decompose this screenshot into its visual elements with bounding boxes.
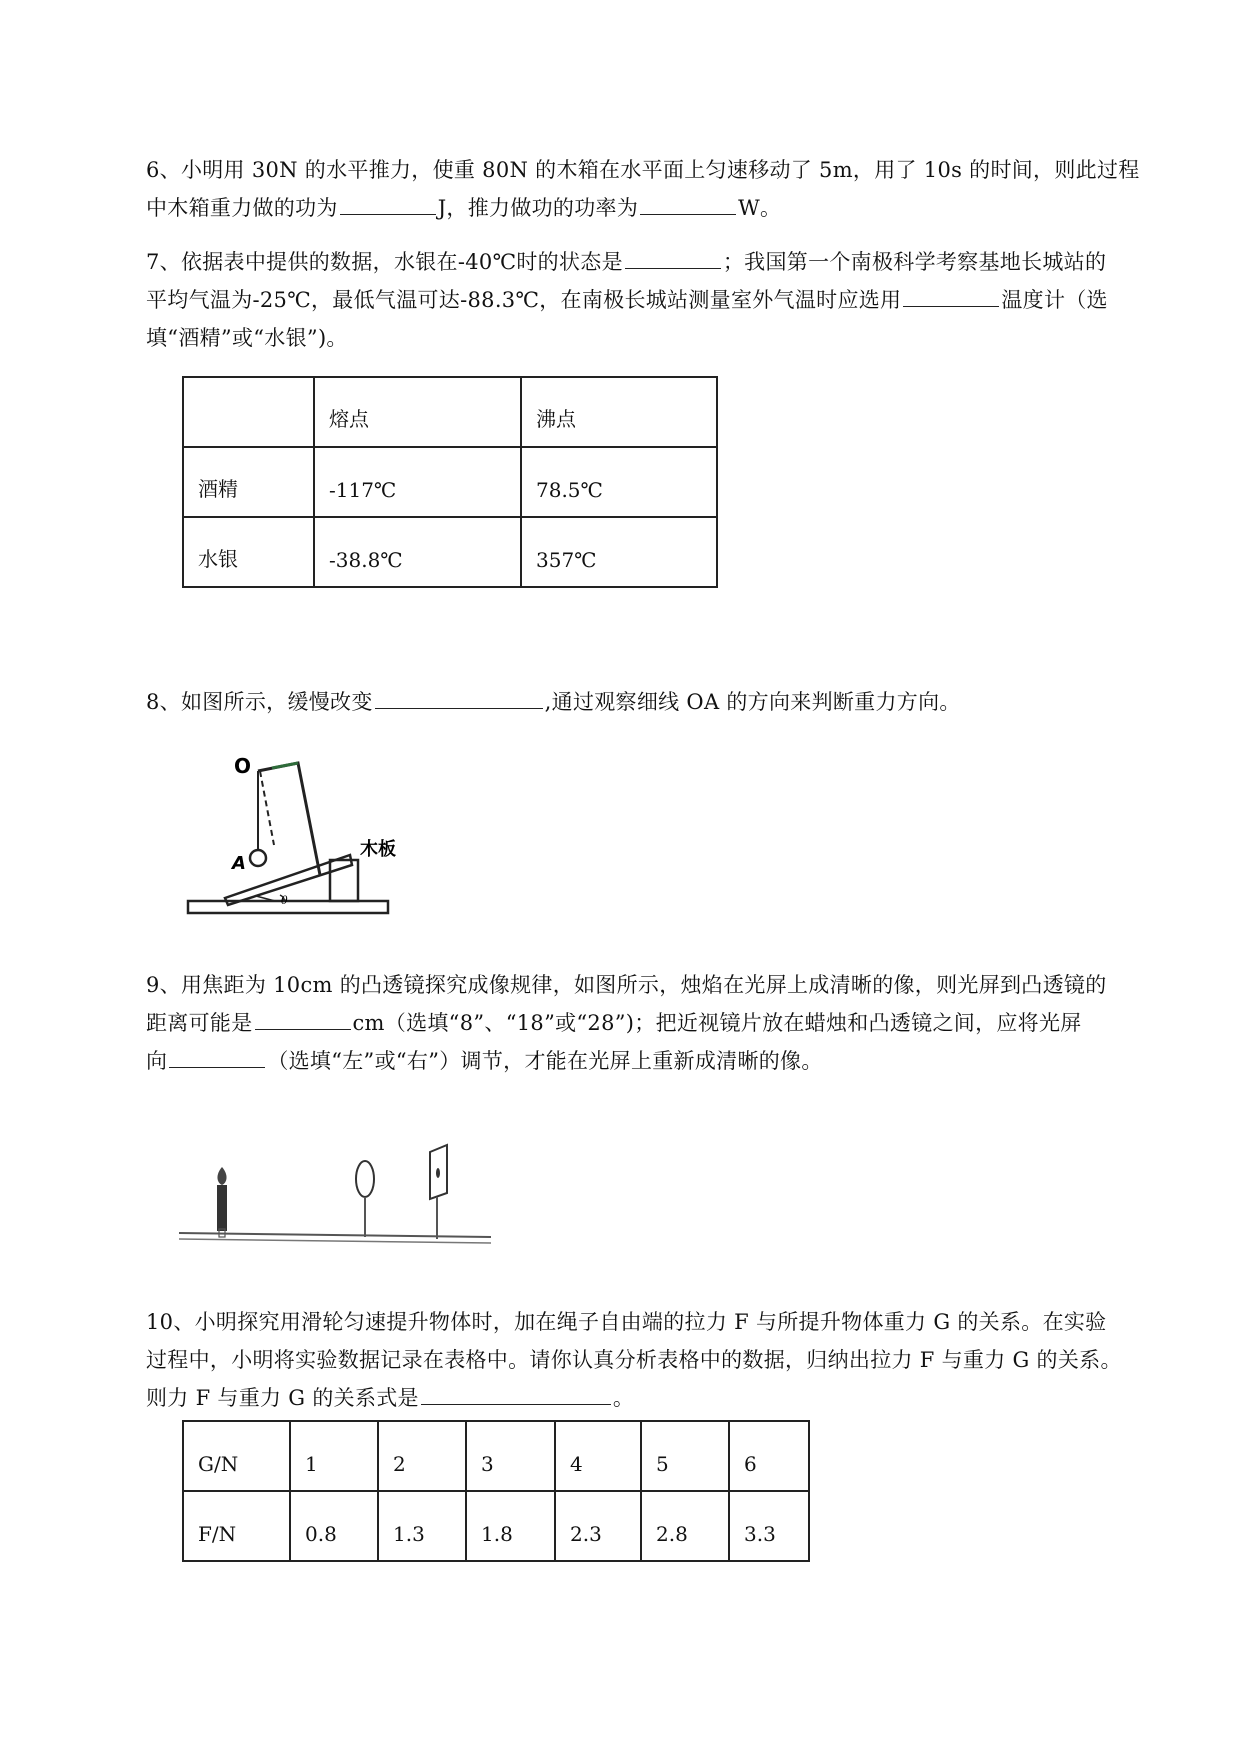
bench-rail-bottom (179, 1239, 491, 1243)
q6-line-1: 6、小明用 30N 的水平推力，使重 80N 的木箱在水平面上匀速移动了 5m，用了 10s 的时间，则此过程 (146, 158, 1140, 182)
label-board: 木板 (360, 839, 396, 860)
q10-text: 则力 F 与重力 G 的关系式是 (146, 1386, 419, 1410)
stand-frame (258, 763, 320, 875)
q10-data-table (182, 1420, 810, 1562)
screen-image (436, 1168, 440, 1178)
q7-data-table (182, 376, 718, 588)
table-cell: 酒精 (183, 447, 314, 517)
table-cell: 沸点 (521, 377, 717, 447)
table-cell: -117℃ (314, 447, 521, 517)
q7-text: 平均气温为-25℃，最低气温可达-88.3℃，在南极长城站测量室外气温时应选用 (146, 288, 902, 312)
table-cell: 78.5℃ (521, 447, 717, 517)
table-row (183, 447, 717, 517)
question-10 (146, 1303, 1186, 1417)
q10-text: 。 (612, 1386, 635, 1410)
q9-line-2 (146, 1004, 1186, 1042)
q10-line-1: 10、小明探究用滑轮匀速提升物体时，加在绳子自由端的拉力 F 与所提升物体重力 G 的关系。在实验 (146, 1310, 1107, 1334)
table-cell: 4 (555, 1421, 641, 1491)
q6-blank-power[interactable] (640, 190, 736, 215)
stand-arm (272, 763, 298, 768)
q7-line-2 (146, 281, 1186, 319)
question-7 (146, 243, 1186, 357)
table-cell: 2.8 (641, 1491, 729, 1561)
table-row (183, 1491, 809, 1561)
table-cell: 6 (729, 1421, 809, 1491)
q6-text: 中木箱重力做的功为 (146, 196, 338, 220)
table-row (183, 377, 717, 447)
q9-optical-bench-figure (175, 1125, 495, 1250)
q7-blank-state[interactable] (625, 244, 721, 269)
table-cell: G/N (183, 1421, 290, 1491)
q8-incline-figure (180, 745, 440, 925)
candle-flame (217, 1167, 226, 1185)
candle (217, 1185, 227, 1231)
table-cell: 0.8 (290, 1491, 378, 1561)
table-cell: F/N (183, 1491, 290, 1561)
table-cell: -38.8℃ (314, 517, 521, 587)
q10-line-3 (146, 1379, 1186, 1417)
q8-line-1 (146, 683, 1186, 721)
table-row (183, 517, 717, 587)
convex-lens (356, 1161, 374, 1197)
q10-line-2: 过程中，小明将实验数据记录在表格中。请你认真分析表格中的数据，归纳出拉力 F 与重力 G 的关系。 (146, 1348, 1122, 1372)
q6-line-2 (146, 189, 1186, 227)
table-cell: 357℃ (521, 517, 717, 587)
q9-line-1: 9、用焦距为 10cm 的凸透镜探究成像规律，如图所示，烛焰在光屏上成清晰的像，则光屏到凸透镜的 (146, 973, 1107, 997)
q7-text: 温度计（选 (1001, 288, 1108, 312)
table-cell: 5 (641, 1421, 729, 1491)
table-cell: 3.3 (729, 1491, 809, 1561)
q7-line-3: 填“酒精”或“水银”)。 (146, 326, 348, 350)
label-theta: θ (281, 894, 288, 907)
q8-text: 8、如图所示，缓慢改变 (146, 690, 373, 714)
q6-text: J，推力做功的功率为 (437, 196, 639, 220)
table-cell: 3 (466, 1421, 555, 1491)
bench-rail-top (179, 1233, 491, 1237)
table-cell: 2 (378, 1421, 466, 1491)
table-cell (183, 377, 314, 447)
question-8 (146, 683, 1186, 721)
q9-blank-distance[interactable] (255, 1005, 351, 1030)
q9-text: cm（选填“8”、“18”或“28”)；把近视镜片放在蜡烛和凸透镜之间，应将光屏 (352, 1011, 1082, 1035)
question-6 (146, 151, 1186, 227)
q10-blank-relation[interactable] (421, 1380, 611, 1405)
base-board (188, 901, 388, 913)
q7-line-1 (146, 243, 1186, 281)
q8-text: ,通过观察细线 OA 的方向来判断重力方向。 (544, 690, 961, 714)
q9-text: 距离可能是 (146, 1011, 253, 1035)
table-cell: 1.8 (466, 1491, 555, 1561)
q9-blank-direction[interactable] (169, 1043, 265, 1068)
q6-text: W。 (738, 196, 782, 220)
table-cell: 2.3 (555, 1491, 641, 1561)
label-a: A (232, 853, 246, 874)
support-block (330, 860, 358, 901)
q9-text: （选填“左”或“右”）调节，才能在光屏上重新成清晰的像。 (267, 1049, 823, 1073)
label-o: O (234, 754, 252, 778)
question-9 (146, 966, 1186, 1080)
q9-line-3 (146, 1042, 1186, 1080)
table-cell: 水银 (183, 517, 314, 587)
table-cell: 1 (290, 1421, 378, 1491)
plumb-ball (250, 850, 266, 866)
table-cell: 熔点 (314, 377, 521, 447)
q6-blank-work[interactable] (340, 190, 436, 215)
dashed-line (260, 771, 274, 845)
q7-text: 7、依据表中提供的数据，水银在-40℃时的状态是 (146, 250, 623, 274)
table-cell: 1.3 (378, 1491, 466, 1561)
q7-text: ；我国第一个南极科学考察基地长城站的 (722, 250, 1107, 274)
q8-blank[interactable] (375, 684, 543, 709)
table-row (183, 1421, 809, 1491)
q9-text: 向 (146, 1049, 168, 1073)
q7-blank-thermometer[interactable] (903, 282, 999, 307)
